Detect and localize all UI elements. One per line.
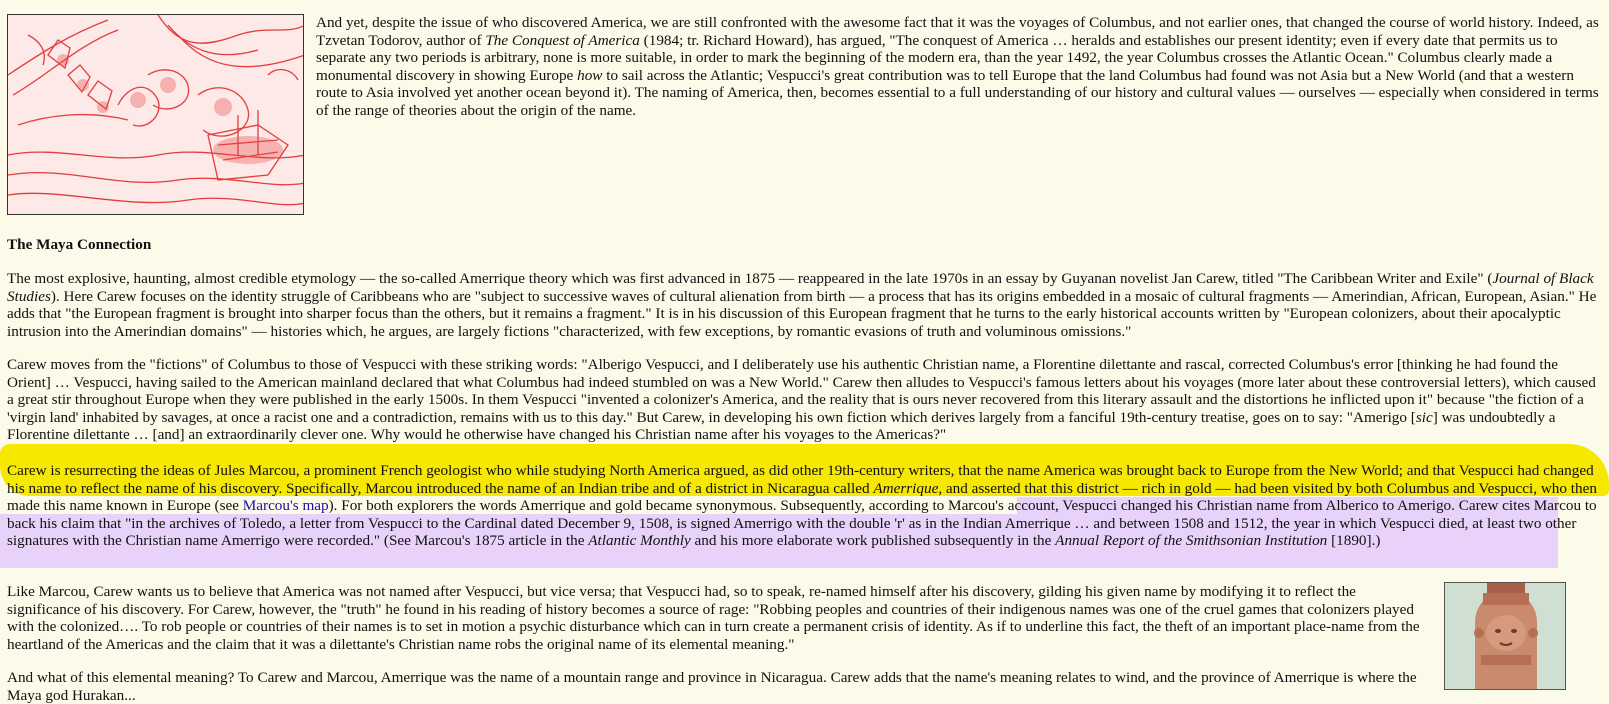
woodcut-illustration [7, 14, 304, 215]
sic-emphasis: sic [1415, 408, 1433, 426]
emphasis-how: how [577, 66, 603, 84]
amerrique-emphasis: Amerrique [873, 479, 939, 497]
section-heading: The Maya Connection [7, 236, 152, 253]
para-4-text-3: ). For both explorers the words Amerrique and gold became synonymous. Subsequently, according to Marcou's account, Vespucci changed his Christian name from Alberico to Amerigo. Carew cites Marcou to back his claim that "in the archives of Toledo, a letter from Vespucci to the Cardinal dated December 9, 1508, is signed Amerrigo with the double 'r' as in the Indian Amerrique … and between 1508 and 1512, the year in which Vespucci died, at least two other signatures with the Christian name Amerrigo were recorded." (See Marcou's 1875 article in the [7, 497, 1597, 549]
maya-figure-image [1444, 582, 1566, 690]
woodcut-image [8, 15, 304, 215]
intro-text-1: And yet, despite the issue of who discovered America, we are still confronted with the awesome fact that it was the voyages of Columbus, and not earlier ones, that changed the course of world history. Indeed, as Tzvetan Todorov, author of [316, 14, 1599, 49]
intro-text-2: (1984; tr. Richard Howard), has argued, "The conquest of America … heralds and establishes our present identity; even if every date that permits us to separate any two periods is arbitrary, none is more suitable, in order to mark the beginning of the modern era, than the year 1492, the year Columbus crosses the Atlantic Ocean." Columbus clearly made a monumental discovery in showing Europe [316, 31, 1558, 84]
paragraph-6: And what of this elemental meaning? To Carew and Marcou, Amerrique was the name of a mountain range and province in Nicaragua. Carew adds that the name's meaning relates to wind, and the province of Amerrique is where the Maya god Hurakan... [7, 669, 1417, 704]
para-4-text-2: , and asserted that this district — rich in gold — had been visited by both Columbus and Vespucci, who then made this name known in Europe (see [7, 479, 1597, 514]
annual-report-title: Annual Report of the Smithsonian Institution [1055, 532, 1328, 549]
paragraph-2 [7, 270, 1603, 340]
para-4-text-1: Carew is resurrecting the ideas of Jules Marcou, a prominent French geologist who while studying North America argued, as did other 19th-century writers, that the name America was brought back to Europe from the New World; and that Vespucci had changed his name to reflect the name of his discovery. Specifically, Marcou introduced the name of an Indian tribe and of a district in Nicaragua called [7, 462, 1594, 497]
para-4-text-5: [1890].) [1327, 532, 1381, 549]
para-4-text-4: and his more elaborate work published subsequently in the [690, 532, 1056, 549]
para-3-text-2: ] was undoubtedly a Florentine dilettante … [and] an extraordinarily clever one. Why would he otherwise have changed his Christian name after his voyages to the Americas?" [7, 408, 1556, 443]
book-title: The Conquest of America [485, 31, 640, 49]
paragraph-4 [7, 462, 1603, 550]
atlantic-monthly-title: Atlantic Monthly [588, 532, 691, 549]
intro-text-3: to sail across the Atlantic; Vespucci's great contribution was to tell Europe that the land Columbus had found was not Asia but a New World (and that a western route to Asia involved yet another ocean beyond it). The naming of America, then, becomes essential to a full understanding of our history and cultural values — ourselves — especially when considered in terms of the range of theories about the origin of the name. [316, 66, 1599, 119]
para-3-text-1: Carew moves from the "fictions" of Columbus to those of Vespucci with these striking words: "Alberigo Vespucci, and I deliberately use his authentic Christian name, a Florentine dilettante and rascal, corrected Columbus's error [thinking he had found the Orient] … Vespucci, having sailed to the American mainland declared that what Columbus had indeed stumbled on was a New World." Carew then alludes to Vespucci's famous letters about his voyages (more later about these controversial letters), which caused a great stir throughout Europe when they were published in the early 1500s. In them Vespucci "invented a colonizer's America, and the reality that is ours never recovered from this literary assault and the distortions he inflicted upon it" because "the fiction of a 'virgin land' inhabited by savages, at once a racist one and a contradiction, remains with us to this day." But Carew, in developing his own fiction which derives largely from a fanciful 19th-century treatise, goes on to say: "Amerigo [ [7, 356, 1596, 426]
intro-paragraph [316, 14, 1604, 119]
para-2-text-2: ). Here Carew focuses on the identity struggle of Caribbeans who are "subject to successive waves of cultural alienation from birth — a process that has its origins embedded in a mosaic of cultural fragments — Amerindian, African, European, Asian." He adds that "the European fragment is brought into sharper focus than the others, but it remains a fragment." It is in his discussion of this European fragment that he turns to the early historical accounts written by "European colonizers, about their apocalyptic intrusion into the Amerindian domains" — histories which, he argues, are largely fictions "characterized, with few exceptions, by romantic evasions of truth and voluminous omissions." [7, 287, 1597, 340]
maya-figure-icon [1445, 583, 1566, 690]
paragraph-3 [7, 356, 1603, 444]
journal-title: Journal of Black Studies [7, 270, 1594, 305]
marcous-map-link[interactable]: Marcou's map [242, 497, 329, 514]
paragraph-5: Like Marcou, Carew wants us to believe that America was not named after Vespucci, but vice versa; that Vespucci had, so to speak, re-named himself after his discovery, gilding his given name by modifying it to reflect the significance of his discovery. For Carew, however, the "truth" he found in his reading of history becomes a source of rage: "Robbing peoples and countries of their indigenous names was one of the cruel games that colonizers played with the colonized…. To rob people or countries of their names is to set in motion a psychic disturbance which can in turn create a permanent crisis of identity. As if to underline this fact, the theft of an important place-name from the heartland of the Americas and the claim that it was a dilettante's Christian name robs the original name of its elemental meaning." [7, 583, 1420, 653]
para-2-text-1: The most explosive, haunting, almost credible etymology — the so-called Amerrique theory which was first advanced in 1875 — reappeared in the late 1970s in an essay by Guyanan novelist Jan Carew, titled "The Caribbean Writer and Exile" ( [7, 270, 1493, 287]
